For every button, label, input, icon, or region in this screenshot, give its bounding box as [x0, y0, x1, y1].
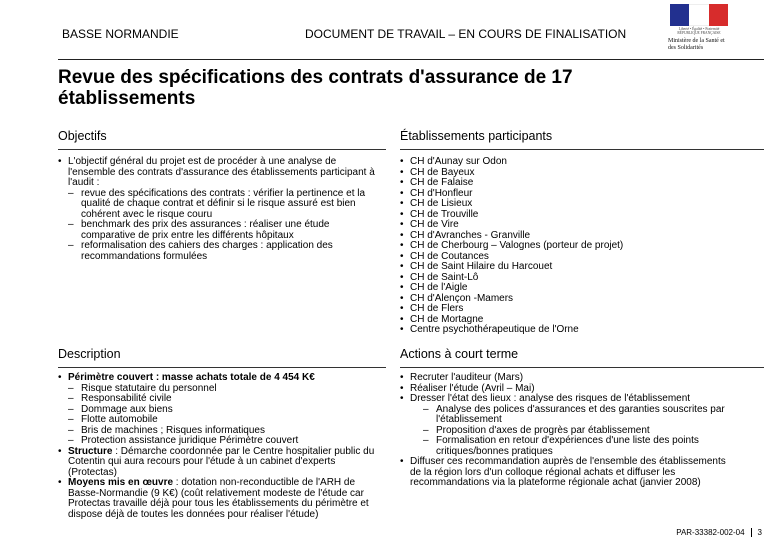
footer-separator	[751, 528, 752, 537]
list-item: • CH de Lisieux	[400, 199, 760, 210]
list-item: • Recruter l'auditeur (Mars)	[400, 373, 730, 384]
list-item: • CH de Flers	[400, 304, 760, 315]
objectifs-heading: Objectifs	[58, 129, 107, 143]
list-item: – Flotte automobile	[58, 415, 376, 426]
list-item: • CH de Mortagne	[400, 315, 760, 326]
list-item: – Analyse des polices d'assurances et des garanties souscrites par l'établissement	[400, 405, 730, 426]
list-item: • CH d'Aunay sur Odon	[400, 157, 760, 168]
objectifs-rule	[58, 149, 386, 150]
list-item: • CH de Bayeux	[400, 168, 760, 179]
page-number: 3	[757, 528, 762, 537]
list-item: • CH d'Avranches - Granville	[400, 231, 760, 242]
list-item: • L'objectif général du projet est de procéder à une analyse de l'ensemble des contrats d'assurance des établissements participant à l'audit :	[58, 157, 376, 189]
list-item: – Responsabilité civile	[58, 394, 376, 405]
document-status: DOCUMENT DE TRAVAIL – EN COURS DE FINALISATION	[305, 27, 627, 41]
list-item	[58, 478, 376, 520]
list-item: • CH de Saint Hilaire du Harcouet	[400, 262, 760, 273]
actions-list	[400, 373, 730, 489]
actions-rule	[400, 367, 764, 368]
list-item: – revue des spécifications des contrats : vérifier la pertinence et la qualité de chaque contrat et définir si le risque assuré est bien cohérent avec le risque couru	[58, 189, 376, 221]
list-item-text: : Démarche coordonnée par le Centre hospitalier public du Cotentin qui aura recours pour l'étude à un cabinet d'experts (Protectas)	[68, 445, 375, 478]
list-item: • CH d'Honfleur	[400, 189, 760, 200]
objectifs-list	[58, 157, 376, 262]
etablissements-rule	[400, 149, 764, 150]
list-item-text: : dotation non-reconductible de l'ARH de Basse-Normandie (9 K€) (coût relativement modeste de l'étude car Protectas travaille déjà pour tous les établissements du périmètre et dispose déjà de toutes les données pour réaliser l'étude)	[68, 477, 369, 520]
list-item: – Protection assistance juridique Périmètre couvert	[58, 436, 376, 447]
document-reference: PAR-33382-002-04	[676, 528, 745, 537]
description-rule	[58, 367, 386, 368]
list-item: – benchmark des prix des assurances : réaliser une étude comparative de prix entre les différents hôpitaux	[58, 220, 376, 241]
list-item	[58, 447, 376, 479]
list-item: • CH d'Alençon -Mamers	[400, 294, 760, 305]
republique-flag-icon	[670, 4, 728, 26]
list-item-emphasis: Périmètre couvert : masse achats totale de 4 454 K€	[68, 372, 315, 383]
list-item: • CH de Falaise	[400, 178, 760, 189]
list-item: – Risque statutaire du personnel	[58, 384, 376, 395]
ministry-logo	[668, 4, 730, 62]
list-item-emphasis: Moyens mis en œuvre	[68, 477, 174, 488]
region-label: BASSE NORMANDIE	[62, 27, 179, 41]
list-item-emphasis: Structure	[68, 445, 113, 457]
description-heading: Description	[58, 347, 121, 361]
list-item: • Centre psychothérapeutique de l'Orne	[400, 325, 760, 336]
list-item: – Proposition d'axes de progrès par établissement	[400, 426, 730, 437]
list-item: • Diffuser ces recommandation auprès de l'ensemble des établissements de la région lors d'un colloque régional achats et diffuser les recommandations via la plateforme régionale achat (janvier 2008)	[400, 457, 730, 489]
list-item: • CH de Cherbourg – Valognes (porteur de projet)	[400, 241, 760, 252]
logo-ministry: Ministère de la Santé et des Solidarités	[668, 38, 725, 51]
list-item: – reformalisation des cahiers des charges : application des recommandations formulées	[58, 241, 376, 262]
logo-motto: Liberté • Égalité • Fraternité RÉPUBLIQUE FRANÇAISE	[677, 27, 721, 35]
list-item: • CH de Vire	[400, 220, 760, 231]
header-rule	[58, 59, 764, 60]
list-item: • CH de Coutances	[400, 252, 760, 263]
description-list	[58, 373, 376, 520]
list-item: • CH de Trouville	[400, 210, 760, 221]
list-item: • Réaliser l'étude (Avril – Mai)	[400, 384, 730, 395]
etablissements-heading: Établissements participants	[400, 129, 553, 143]
list-item	[58, 373, 376, 384]
actions-heading: Actions à court terme	[400, 347, 519, 361]
footer	[676, 528, 762, 537]
list-item: • CH de l'Aigle	[400, 283, 760, 294]
list-item: – Dommage aux biens	[58, 405, 376, 416]
list-item: • CH de Saint-Lô	[400, 273, 760, 284]
etablissements-list	[400, 157, 760, 336]
list-item: – Bris de machines ; Risques informatiques	[58, 426, 376, 437]
page-title: Revue des spécifications des contrats d'assurance de 17 établissements	[58, 67, 573, 109]
list-item: • Dresser l'état des lieux : analyse des risques de l'établissement	[400, 394, 730, 405]
list-item: – Formalisation en retour d'expériences d'une liste des points critiques/bonnes pratiques	[400, 436, 730, 457]
